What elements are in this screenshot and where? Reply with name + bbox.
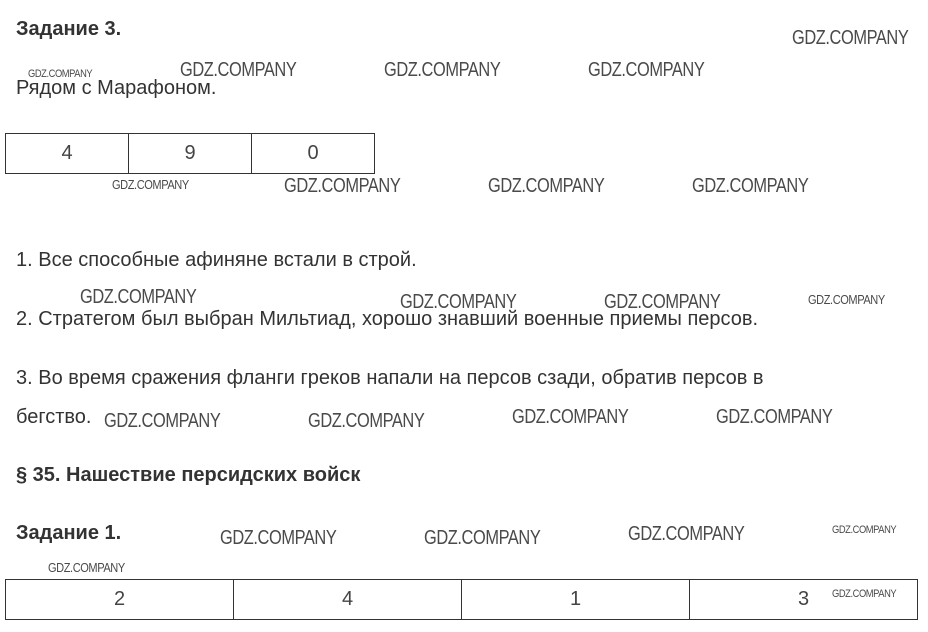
- watermark: GDZ.COMPANY: [792, 27, 909, 49]
- watermark: GDZ.COMPANY: [832, 588, 897, 600]
- list-item: 2. Стратегом был выбран Мильтиад, хорошо знавший военные приемы персов.: [16, 308, 759, 330]
- answer-cell: 9: [129, 134, 252, 174]
- watermark: GDZ.COMPANY: [112, 177, 189, 192]
- task3-heading: Задание 3.: [16, 18, 122, 40]
- watermark: GDZ.COMPANY: [424, 527, 541, 549]
- watermark: GDZ.COMPANY: [384, 59, 501, 81]
- watermark: GDZ.COMPANY: [628, 523, 745, 545]
- answer-cell: 2: [6, 580, 234, 620]
- watermark: GDZ.COMPANY: [692, 175, 809, 197]
- task3-answer-table: [5, 133, 375, 174]
- watermark: GDZ.COMPANY: [284, 175, 401, 197]
- answer-cell: 0: [252, 134, 375, 174]
- watermark: GDZ.COMPANY: [28, 68, 93, 80]
- watermark: GDZ.COMPANY: [180, 59, 297, 81]
- watermark: GDZ.COMPANY: [832, 524, 897, 536]
- section-title: § 35. Нашествие персидских войск: [16, 464, 361, 486]
- answer-cell: 4: [6, 134, 129, 174]
- watermark: GDZ.COMPANY: [220, 527, 337, 549]
- answer-cell: 4: [234, 580, 462, 620]
- answer-cell: 1: [462, 580, 690, 620]
- task1-answer-table: [5, 579, 918, 620]
- watermark: GDZ.COMPANY: [808, 292, 885, 307]
- watermark: GDZ.COMPANY: [588, 59, 705, 81]
- list-item: 1. Все способные афиняне встали в строй.: [16, 249, 417, 271]
- list-item: 3. Во время сражения фланги греков напали на персов сзади, обратив персов в: [16, 367, 764, 389]
- watermark: GDZ.COMPANY: [488, 175, 605, 197]
- watermark: GDZ.COMPANY: [512, 406, 629, 428]
- watermark: GDZ.COMPANY: [604, 291, 721, 313]
- watermark: GDZ.COMPANY: [104, 410, 221, 432]
- watermark: GDZ.COMPANY: [308, 410, 425, 432]
- watermark: GDZ.COMPANY: [80, 286, 197, 308]
- answer-cell: 3: [690, 580, 918, 620]
- watermark: GDZ.COMPANY: [48, 560, 125, 575]
- task3-subtitle: Рядом с Марафоном.: [16, 77, 217, 99]
- watermark: GDZ.COMPANY: [716, 406, 833, 428]
- list-item: бегство.: [16, 406, 92, 428]
- task1-heading: Задание 1.: [16, 522, 122, 544]
- watermark: GDZ.COMPANY: [400, 291, 517, 313]
